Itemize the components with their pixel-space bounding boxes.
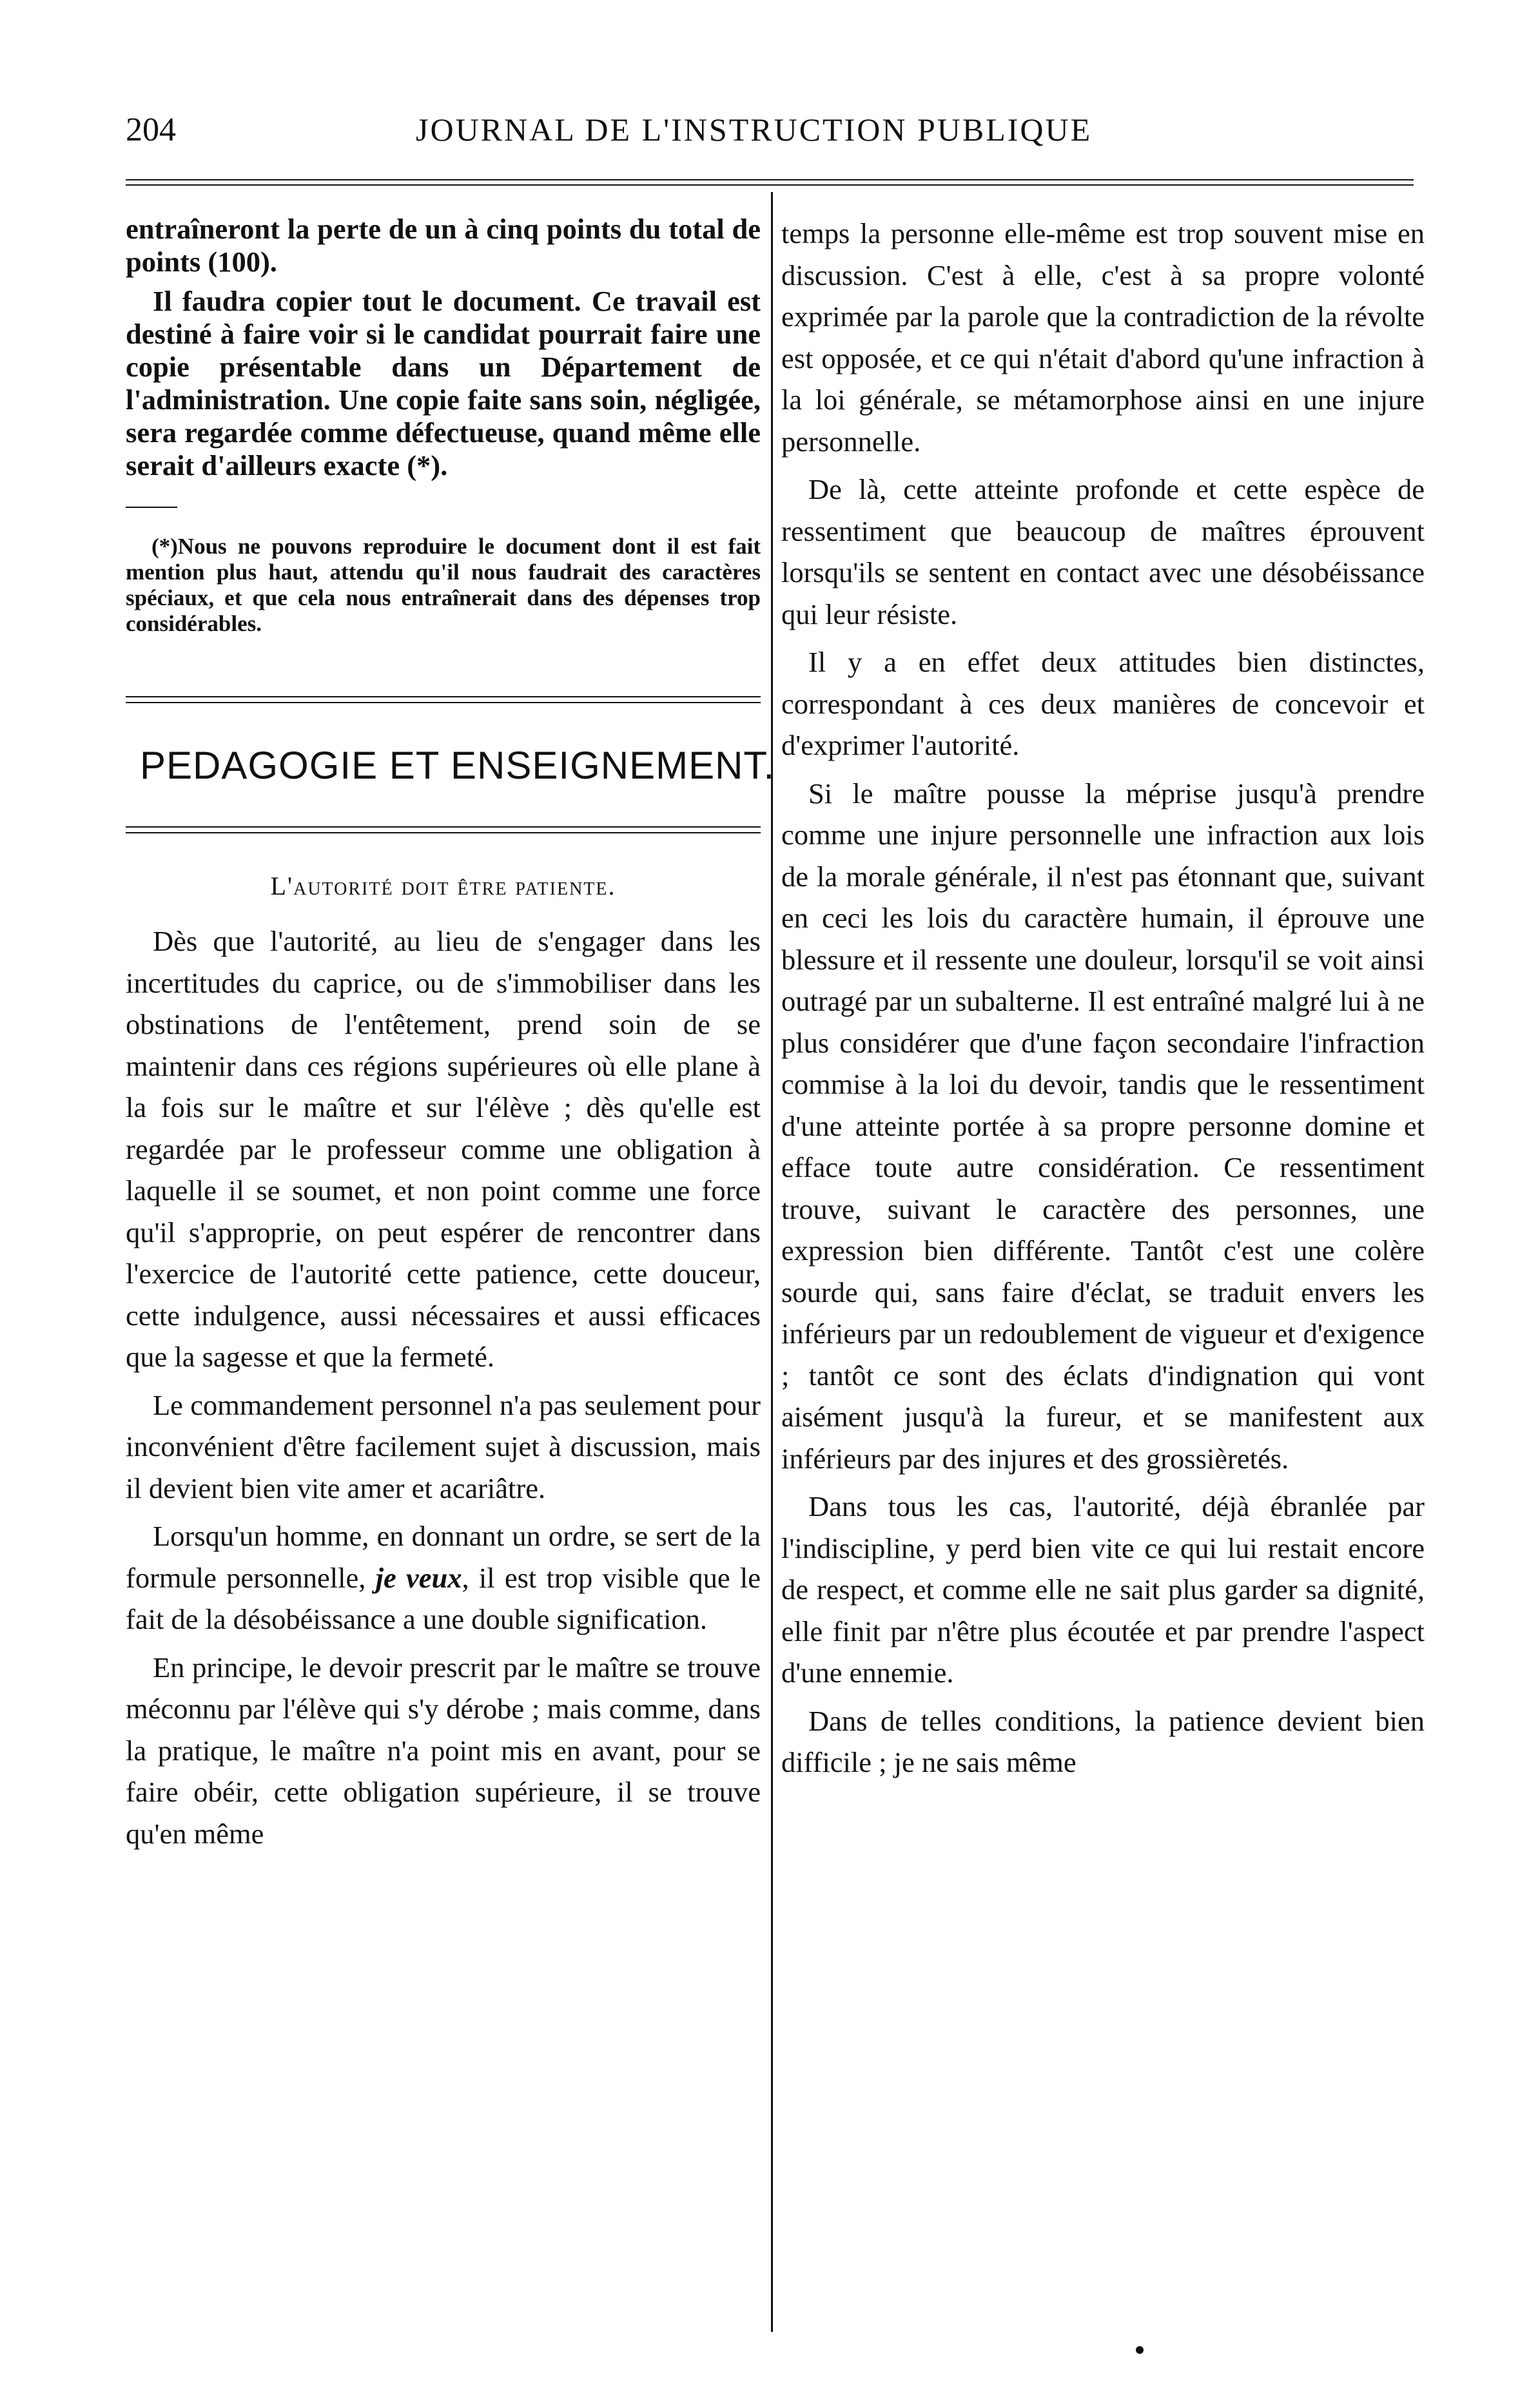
paragraph (126, 1515, 761, 1640)
paragraph: Le commandement personnel n'a pas seulement pour inconvénient d'être facilement sujet à discussion, mais il devient bien vite amer et acariâtre. (126, 1388, 761, 1504)
paragraph: temps la personne elle-même est trop souvent mise en discussion. C'est à elle, c'est à sa propre volonté exprimée par la parole que la contradiction de la révolte est opposée, et ce qui n'était d'abord qu'une infraction à la loi générale, se métamorphose ainsi en une injure personnelle. (781, 217, 1425, 458)
right-column (781, 213, 1425, 1790)
section-rule-bottom (126, 826, 761, 833)
text-run: , il est trop visible que le fait de la désobéissance a une double signification. (126, 1561, 761, 1635)
page-number: 204 (126, 112, 176, 148)
footnote-separator (126, 507, 177, 508)
emphasis: je veux (375, 1561, 462, 1594)
paragraph: Dans tous les cas, l'autorité, déjà ébranlée par l'indiscipline, y perd bien vite ce qui lui restait encore de respect, et comme elle ne sait plus garder sa dignité, elle finit par n'être plus écoutée et par prendre l'aspect d'une ennemie. (781, 1490, 1425, 1689)
section-title: PEDAGOGIE ET ENSEIGNEMENT. (140, 744, 775, 787)
paragraph: De là, cette atteinte profonde et cette espèce de ressentiment que beaucoup de maîtres éprouvent lorsqu'ils se sentent en contact avec une désobéissance qui leur résiste. (781, 473, 1425, 630)
running-header (126, 111, 1405, 156)
header-rule (126, 179, 1414, 186)
column-divider (771, 192, 773, 2332)
journal-title: JOURNAL DE L'INSTRUCTION PUBLIQUE (416, 112, 1093, 148)
section-rule-top (126, 696, 761, 703)
paragraph: En principe, le devoir prescrit par le maître se trouve méconnu par l'élève qui s'y dérobe ; mais comme, dans la pratique, le maître n'a point mis en avant, pour se faire obéir, cette obligation supérieure, il se trouve qu'en même (126, 1651, 761, 1850)
left-column (126, 213, 775, 1861)
continued-text (126, 213, 761, 482)
footnote: (*)Nous ne pouvons reproduire le document dont il est fait mention plus haut, attendu qu'il nous faudrait des caractères spéciaux, et que cela nous entraînerait dans des dépenses trop considérables. (126, 534, 761, 636)
paragraph: Dans de telles conditions, la patience devient bien difficile ; je ne sais même (781, 1704, 1425, 1778)
paragraph: Il y a en effet deux attitudes bien distinctes, correspondant à ces deux manières de concevoir et d'exprimer l'autorité. (781, 646, 1425, 761)
paragraph: entraîneront la perte de un à cinq points du total de points (100). (126, 213, 761, 278)
printer-mark (1136, 2346, 1144, 2354)
text-run: Lorsqu'un homme, en donnant un ordre, se sert de la formule personnelle, (126, 1520, 761, 1594)
paragraph: Si le maître pousse la méprise jusqu'à prendre comme une injure personnelle une infraction aux lois de la morale générale, il n'est pas étonnant que, suivant en ceci les lois du caractère humain, il éprouve une blessure et il ressente une douleur, lorsqu'il se voit ainsi outragé par un subalterne. Il est entraîné malgré lui à ne plus considérer que d'une façon secondaire l'infraction commise à la loi du devoir, tandis que le ressentiment d'une atteinte portée à sa propre personne domine et efface toute autre considération. Ce ressentiment trouve, suivant le caractère des personnes, une expression bien différente. Tantôt c'est une colère sourde qui, sans faire d'éclat, se traduit envers les inférieurs par un redoublement de vigueur et d'exigence ; tantôt ce sont des éclats d'indignation qui vont aisément jusqu'à la fureur, et se manifestent aux inférieurs par des injures et des grossièretés. (781, 777, 1425, 1475)
paragraph: Dès que l'autorité, au lieu de s'engager dans les incertitudes du caprice, ou de s'immobiliser dans les obstinations de l'entêtement, prend soin de se maintenir dans ces régions supérieures où elle plane à la fois sur le maître et sur l'élève ; dès qu'elle est regardée par le professeur comme une obligation à laquelle il se soumet, et non point comme une force qu'il s'approprie, on peut espérer de rencontrer dans l'exercice de l'autorité cette patience, cette douceur, cette indulgence, aussi nécessaires et aussi efficaces que la sagesse et que la fermeté. (126, 925, 761, 1373)
paragraph: Il faudra copier tout le document. Ce travail est destiné à faire voir si le candidat pourrait faire une copie présentable dans un Département de l'administration. Une copie faite sans soin, négligée, sera regardée comme défectueuse, quand même elle serait d'ailleurs exacte (*). (126, 285, 761, 481)
article-subtitle: L'autorité doit être patiente. (270, 871, 616, 900)
